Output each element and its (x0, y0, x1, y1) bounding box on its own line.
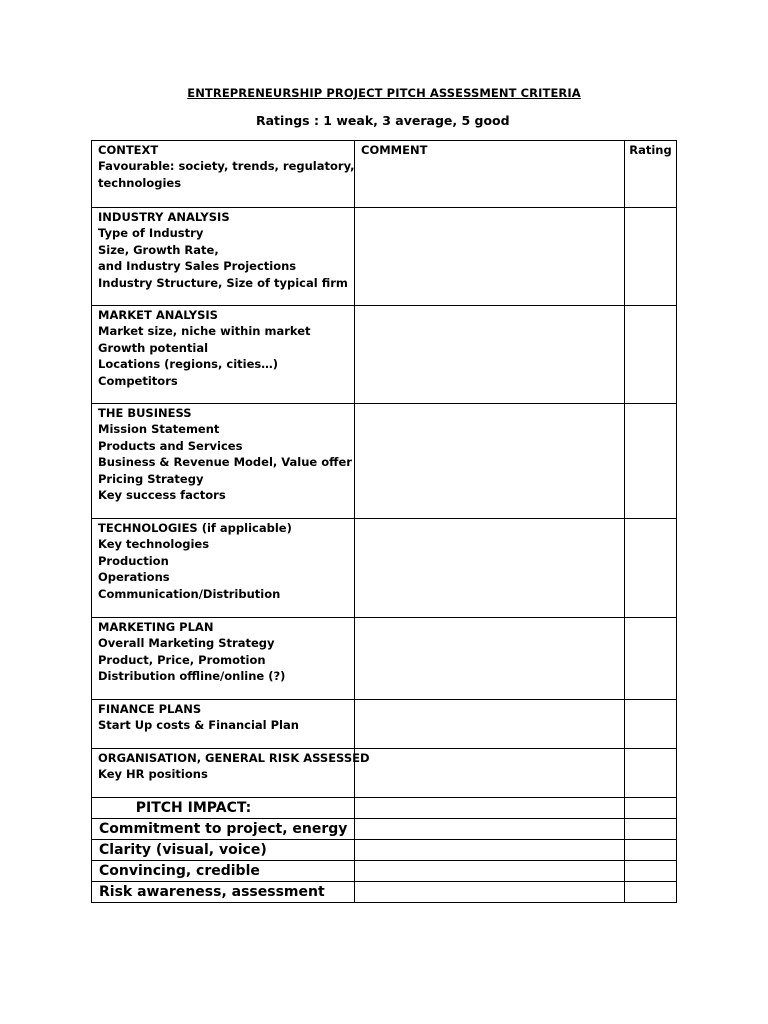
criteria-cell (92, 141, 355, 208)
criteria-line: Communication/Distribution (98, 586, 281, 601)
criteria-heading: ORGANISATION, GENERAL RISK ASSESSED (98, 751, 370, 765)
criteria-cell (92, 404, 355, 519)
criteria-heading: MARKETING PLAN (98, 620, 214, 634)
comment-cell[interactable] (355, 519, 625, 618)
pitch-item: Clarity (visual, voice) (99, 842, 267, 858)
rating-cell[interactable] (625, 306, 677, 404)
criteria-cell (92, 749, 370, 798)
comment-cell[interactable] (355, 618, 625, 700)
pitch-impact-heading: PITCH IMPACT: (135, 800, 252, 816)
criteria-line: Growth potential (98, 340, 209, 355)
criteria-line: Type of Industry (98, 226, 204, 241)
criteria-line: Key HR positions (98, 767, 208, 782)
criteria-line: Pricing Strategy (98, 471, 204, 486)
criteria-cell (92, 208, 355, 306)
criteria-cell (92, 700, 355, 749)
criteria-heading: THE BUSINESS (98, 406, 192, 420)
criteria-cell (92, 840, 355, 861)
criteria-line: Production (98, 553, 169, 568)
pitch-row (92, 819, 677, 840)
comment-cell[interactable] (355, 861, 625, 882)
comment-cell[interactable] (355, 306, 625, 404)
rating-cell[interactable] (625, 141, 677, 208)
criteria-cell (92, 861, 355, 882)
criteria-line: Favourable: society, trends, regulatory, (98, 159, 355, 174)
criteria-cell (92, 306, 355, 404)
criteria-line: Product, Price, Promotion (98, 652, 266, 667)
rating-cell[interactable] (625, 861, 677, 882)
criteria-cell (92, 618, 355, 700)
criteria-heading: TECHNOLOGIES (if applicable) (98, 521, 292, 535)
comment-cell[interactable] (355, 840, 625, 861)
criteria-line: Key technologies (98, 537, 210, 552)
assessment-table (91, 140, 677, 903)
criteria-row-technologies (92, 519, 677, 618)
comment-cell[interactable] (355, 404, 625, 519)
criteria-line: and Industry Sales Projections (98, 259, 297, 274)
criteria-heading: INDUSTRY ANALYSIS (98, 210, 230, 224)
pitch-row (92, 882, 677, 903)
criteria-row-market (92, 306, 677, 404)
criteria-heading: MARKET ANALYSIS (98, 308, 218, 322)
criteria-line: Products and Services (98, 438, 243, 453)
comment-cell[interactable] (355, 141, 625, 208)
criteria-line: Distribution offline/online (?) (98, 669, 286, 684)
pitch-row (92, 840, 677, 861)
criteria-line: Key success factors (98, 488, 226, 503)
criteria-cell (92, 798, 355, 819)
rating-cell[interactable] (625, 404, 677, 519)
pitch-row (92, 861, 677, 882)
rating-header: Rating (629, 143, 672, 157)
criteria-line: Operations (98, 570, 170, 585)
criteria-cell (92, 882, 355, 903)
criteria-line: Overall Marketing Strategy (98, 636, 275, 651)
rating-cell[interactable] (625, 840, 677, 861)
criteria-heading: FINANCE PLANS (98, 702, 202, 716)
criteria-heading: CONTEXT (98, 143, 159, 157)
ratings-legend: Ratings : 1 weak, 3 average, 5 good (256, 113, 510, 128)
rating-cell[interactable] (625, 882, 677, 903)
comment-cell[interactable] (355, 749, 625, 798)
rating-cell[interactable] (625, 700, 677, 749)
comment-cell[interactable] (355, 798, 625, 819)
pitch-impact-heading-row (92, 798, 677, 819)
pitch-item: Commitment to project, energy (99, 821, 348, 837)
criteria-row-business (92, 404, 677, 519)
criteria-row-organisation (92, 749, 677, 798)
criteria-line: technologies (98, 175, 182, 190)
rating-cell[interactable] (625, 749, 677, 798)
rating-cell[interactable] (625, 208, 677, 306)
criteria-line: Locations (regions, cities…) (98, 357, 278, 372)
rating-cell[interactable] (625, 798, 677, 819)
comment-cell[interactable] (355, 208, 625, 306)
criteria-row-marketing (92, 618, 677, 700)
pitch-item: Risk awareness, assessment (99, 884, 325, 900)
rating-cell[interactable] (625, 519, 677, 618)
comment-cell[interactable] (355, 700, 625, 749)
criteria-line: Start Up costs & Financial Plan (98, 718, 299, 733)
criteria-cell (92, 819, 355, 840)
comment-cell[interactable] (355, 882, 625, 903)
pitch-item: Convincing, credible (99, 863, 260, 879)
rating-cell[interactable] (625, 819, 677, 840)
criteria-row-finance (92, 700, 677, 749)
criteria-cell (92, 519, 355, 618)
criteria-line: Business & Revenue Model, Value offer (98, 455, 352, 470)
document-title: ENTREPRENEURSHIP PROJECT PITCH ASSESSMENT CRITERIA (187, 86, 581, 100)
criteria-line: Mission Statement (98, 422, 220, 437)
criteria-row-industry (92, 208, 677, 306)
criteria-line: Size, Growth Rate, (98, 242, 219, 257)
criteria-row-context (92, 141, 677, 208)
comment-cell[interactable] (355, 819, 625, 840)
criteria-line: Competitors (98, 373, 178, 388)
rating-cell[interactable] (625, 618, 677, 700)
criteria-line: Industry Structure, Size of typical firm (98, 275, 348, 290)
criteria-line: Market size, niche within market (98, 324, 311, 339)
comment-header: COMMENT (361, 143, 428, 157)
